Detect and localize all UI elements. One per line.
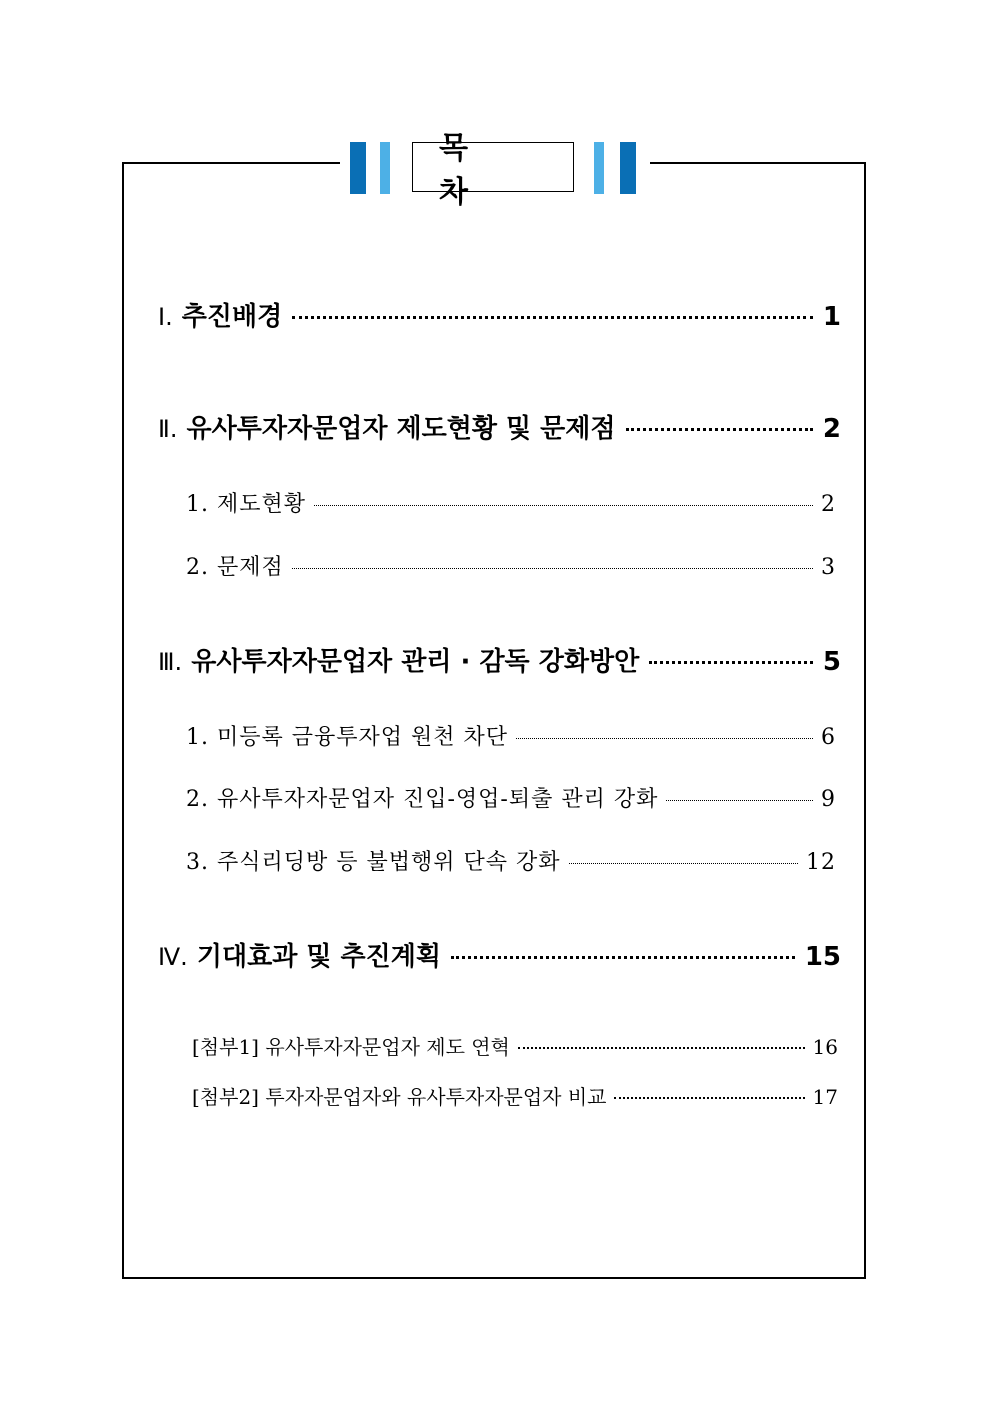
toc-title: 목 차 [412, 142, 574, 192]
toc-section-4[interactable] [158, 936, 841, 973]
section-title: 유사투자자문업자 관리 · 감독 강화방안 [191, 647, 640, 677]
section-number: Ⅱ. [158, 415, 178, 443]
toc-attachment-2[interactable] [192, 1081, 838, 1110]
section-number: Ⅰ. [158, 303, 173, 331]
attachment-label: [첨부1] 유사투자자문업자 제도 연혁 [192, 1035, 510, 1059]
toc-item-2-2[interactable] [186, 550, 836, 581]
section-number: Ⅲ. [158, 648, 183, 676]
page-number: 1 [822, 302, 841, 332]
toc-title-banner [340, 131, 650, 210]
dot-leader [649, 661, 813, 664]
page-number: 16 [812, 1035, 838, 1059]
toc-item-3-1[interactable] [186, 720, 836, 751]
item-label: 3. 주식리딩방 등 불법행위 단속 강화 [186, 850, 561, 875]
toc-section-3[interactable] [158, 641, 841, 678]
title-bar-right-light [594, 142, 604, 194]
section-title: 유사투자자문업자 제도현황 및 문제점 [186, 414, 616, 444]
toc-item-3-3[interactable] [186, 845, 836, 876]
page-number: 2 [822, 414, 841, 444]
section-title: 추진배경 [181, 302, 283, 332]
dot-leader [451, 956, 795, 959]
page-number: 6 [821, 725, 836, 750]
toc-section-1[interactable] [158, 296, 841, 333]
dot-leader [626, 428, 813, 431]
toc-item-3-2[interactable] [186, 782, 836, 813]
page-number: 9 [821, 787, 836, 812]
dot-leader [518, 1047, 805, 1049]
toc-item-2-1[interactable] [186, 487, 836, 518]
page-number: 5 [822, 647, 841, 677]
page-number: 3 [821, 555, 836, 580]
dot-leader [516, 738, 813, 739]
page-number: 12 [806, 850, 836, 875]
item-label: 1. 제도현황 [186, 492, 306, 517]
item-label: 1. 미등록 금융투자업 원천 차단 [186, 725, 508, 750]
page-number: 2 [821, 492, 836, 517]
dot-leader [292, 316, 813, 319]
title-bar-left-light [380, 142, 390, 194]
dot-leader [569, 863, 799, 864]
title-bar-left-dark [350, 142, 366, 194]
page-number: 15 [804, 942, 841, 972]
title-bar-right-dark [620, 142, 636, 194]
page-number: 17 [812, 1085, 838, 1109]
section-number: Ⅳ. [158, 943, 188, 971]
item-label: 2. 문제점 [186, 555, 284, 580]
dot-leader [666, 800, 813, 801]
dot-leader [314, 505, 813, 506]
toc-section-2[interactable] [158, 408, 841, 445]
section-title: 기대효과 및 추진계획 [196, 942, 441, 972]
dot-leader [292, 568, 813, 569]
toc-attachment-1[interactable] [192, 1031, 838, 1060]
attachment-label: [첨부2] 투자자문업자와 유사투자자문업자 비교 [192, 1085, 607, 1109]
item-label: 2. 유사투자자문업자 진입-영업-퇴출 관리 강화 [186, 787, 659, 812]
dot-leader [614, 1097, 804, 1099]
